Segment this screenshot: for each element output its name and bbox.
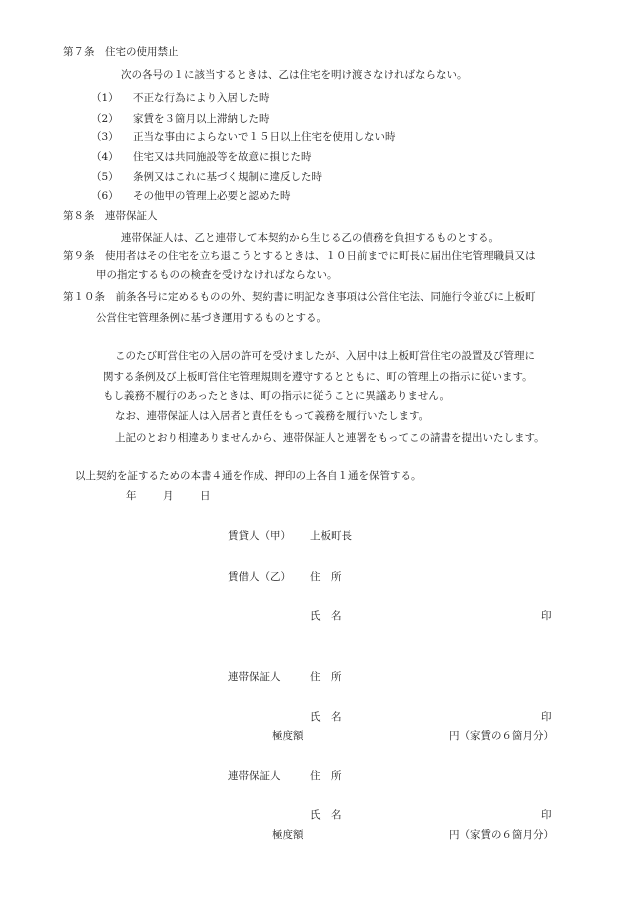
article10-line2: 公営住宅管理条例に基づき運用するものとする。 xyxy=(96,312,327,324)
list-item-number: （1） xyxy=(91,92,119,104)
lessor-name: 上板町長 xyxy=(310,530,352,542)
guarantor1-label: 連帯保証人 xyxy=(228,671,281,683)
date-month-label: 月 xyxy=(163,490,174,502)
guarantor1-limit-unit: 円（家賃の６箇月分） xyxy=(449,730,554,742)
article7-intro: 次の各号の１に該当するときは、乙は住宅を明け渡さなければならない。 xyxy=(121,69,468,81)
closing-statement: 以上契約を証するための本書４通を作成、押印の上各自１通を保管する。 xyxy=(75,470,422,482)
lessee-label: 賃借人（乙） xyxy=(228,571,291,583)
list-item-number: （5） xyxy=(91,171,119,183)
pledge-line2: 関する条例及び上板町営住宅管理規則を遵守するとともに、町の管理上の指示に従います。 xyxy=(103,371,533,383)
lessee-seal: 印 xyxy=(541,610,552,622)
guarantor1-seal: 印 xyxy=(541,711,552,723)
date-year-label: 年 xyxy=(126,490,137,502)
article9-line1: 第９条 使用者はその住宅を立ち退こうとするときは、１０日前までに町長に届出住宅管理職員又は xyxy=(63,250,536,262)
guarantor2-limit-label: 極度額 xyxy=(272,829,304,841)
list-item-text: 家賃を３箇月以上滞納した時 xyxy=(133,113,270,125)
lessee-address-label: 住 所 xyxy=(310,571,342,583)
article9-line2: 甲の指定するものの検査を受けなければならない。 xyxy=(96,269,338,281)
guarantor1-limit-label: 極度額 xyxy=(272,730,304,742)
guarantor2-name-label: 氏 名 xyxy=(310,809,342,821)
pledge-line4: なお、連帯保証人は入居者と責任をもって義務を履行いたします。 xyxy=(115,410,430,422)
list-item-text: 住宅又は共同施設等を故意に損じた時 xyxy=(133,151,312,163)
list-item-number: （6） xyxy=(91,190,119,202)
article7-heading: 第７条 住宅の使用禁止 xyxy=(63,46,179,58)
guarantor1-name-label: 氏 名 xyxy=(310,711,342,723)
article8-heading: 第８条 連帯保証人 xyxy=(63,210,158,222)
guarantor1-address-label: 住 所 xyxy=(310,671,342,683)
lessee-name-label: 氏 名 xyxy=(310,610,342,622)
list-item-number: （4） xyxy=(91,151,119,163)
pledge-line5: 上記のとおり相違ありませんから、連帯保証人と連署をもってこの請書を提出いたします。 xyxy=(115,432,545,444)
list-item-text: 不正な行為により入居した時 xyxy=(133,92,270,104)
list-item-number: （2） xyxy=(91,113,119,125)
lessor-label: 賃貸人（甲） xyxy=(228,530,291,542)
list-item-number: （3） xyxy=(91,131,119,143)
pledge-line1: このたび町営住宅の入居の許可を受けましたが、入居中は上板町営住宅の設置及び管理に xyxy=(115,350,535,362)
list-item-text: 条例又はこれに基づく規制に違反した時 xyxy=(133,171,322,183)
pledge-line3: もし義務不履行のあったときは、町の指示に従うことに異議ありません。 xyxy=(103,390,451,402)
guarantor2-seal: 印 xyxy=(541,809,552,821)
date-day-label: 日 xyxy=(200,490,211,502)
article8-body: 連帯保証人は、乙と連帯して本契約から生じる乙の債務を負担するものとする。 xyxy=(121,232,499,244)
article10-line1: 第１０条 前条各号に定めるものの外、契約書に明記なき事項は公営住宅法、同施行令並びに上板町 xyxy=(63,291,536,303)
list-item-text: その他甲の管理上必要と認めた時 xyxy=(133,190,291,202)
guarantor2-label: 連帯保証人 xyxy=(228,770,281,782)
guarantor2-address-label: 住 所 xyxy=(310,770,342,782)
guarantor2-limit-unit: 円（家賃の６箇月分） xyxy=(449,829,554,841)
list-item-text: 正当な事由によらないで１５日以上住宅を使用しない時 xyxy=(133,131,396,143)
